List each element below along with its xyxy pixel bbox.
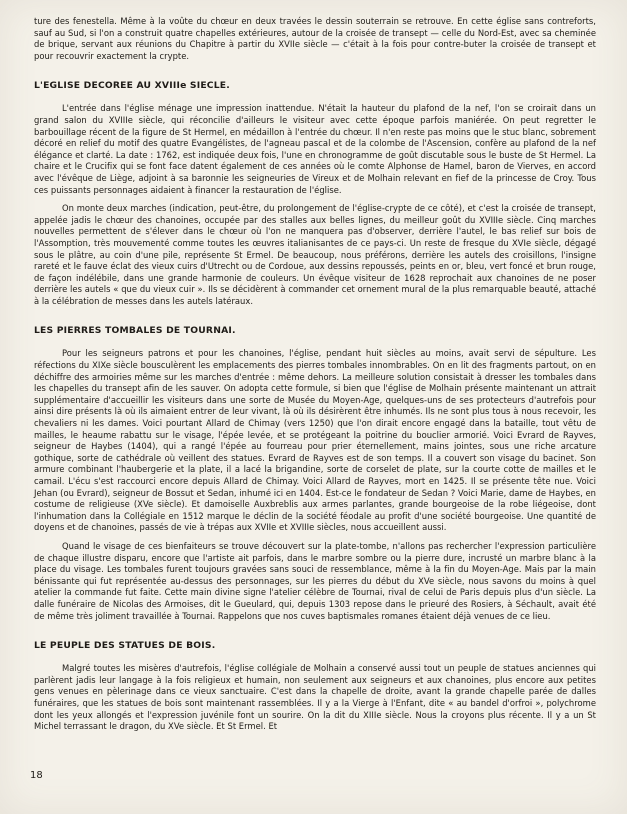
- paragraph-tombales-seigneurs: Pour les seigneurs patrons et pour les chanoines, l'église, pendant huit siècles au moins, avait servi de sépulture. Les réfections du XIXe siècle bousculèrent les emplacements des pierres tombales innombrables. On en lit des fragments partout, on en déchiffre des armoiries même sur les marches d'entrée : même dehors. La meilleure solution consistait à dresser les tombales dans les chapelles du transept afin de les sauver. On adopta cette formule, si bien que l'église de Molhain présente maintenant un attrait supplémentaire d'accueillir les visiteurs dans une sorte de Musée du Moyen-Age, quelques-uns de ses protecteurs d'autrefois pour ainsi dire présents là où ils aimaient entrer de leur vivant, là où ils désirèrent être inhumés. Ils ne sont plus tous à nous recevoir, les chevaliers ni les dames. Voici pourtant Allard de Chimay (vers 1250) que l'on dirait encore engagé dans la bataille, tout vêtu de mailles, le heaume rabattu sur le visage, l'épée levée, et se protégeant la poitrine du bouclier armorié. Voici Evrard de Rayves, seigneur de Haybes (1404), qui a rangé l'épée au fourreau pour prier éternellement, mains jointes, sous une riche arcature gothique, sorte de cathédrale où veillent des statues. Evrard de Rayves est de son temps. Il a couvert son visage du bacinet. Son armure combinant l'haubergerie et la plate, il a lacé la brigandine, sorte de corselet de plate, sur la courte cotte de mailles et le camail. L'écu s'est raccourci encore depuis Allard de Chimay. Voici Allard de Rayves, mort en 1425. Il se présente tête nue. Voici Jehan (ou Evrard), seigneur de Bossut et Sedan, inhumé ici en 1404. Est-ce le fondateur de Sedan ? Voici Marie, dame de Haybes, en costume de religieuse (XVe siècle). Et damoiselle Auxbreblis aux armes parlantes, grande bourgeoise de la robe liégeoise, dont l'inhumation dans la Collégiale en 1512 marque le déclin de la société féodale au profit d'une société bourgeoise. Une quantité de doyens et de chanoines, passés de vie à trépas aux XVIIe et XVIIIe siècles, nous accueillent aussi.: [34, 348, 596, 533]
- section-heading-statues-bois: LE PEUPLE DES STATUES DE BOIS.: [34, 640, 216, 652]
- intro-paragraph: ture des fenestella. Même à la voûte du chœur en deux travées le dessin souterrain se retrouve. En cette église sans contreforts, sauf au Sud, si l'on a construit quatre chapelles extérieures, autour de la croisée de transept — celle du Nord-Est, avec sa cheminée de brique, servant aux réunions du Chapitre à partir du XVIIe siècle — c'était à la fois pour contre-buter la croisée de transept et pour recouvrir exactement la crypte.: [34, 16, 596, 61]
- section-heading-pierres-tombales: LES PIERRES TOMBALES DE TOURNAI.: [34, 325, 236, 337]
- paragraph-eglise-transept: On monte deux marches (indication, peut-être, du prolongement de l'église-crypte de ce côté), et c'est la croisée de transept, appelée jadis le chœur des chanoines, occupée par des stalles aux belles lignes, du meilleur goût du XVIIIe siècle. Cinq marches nouvelles permettent de s'élever dans le chœur où l'on ne manquera pas d'observer, derrière l'autel, le bas relief sur bois de l'Assomption, très mouvementé comme toutes les œuvres italianisantes de ce pays-ci. Un reste de fresque du XVIe siècle, dégagé sous le plâtre, au coin d'une pile, représente St Ermel. De beaucoup, nous préférons, derrière les autels des croisillons, l'insigne rareté et le fauve éclat des vieux cuirs d'Utrecht ou de Cordoue, aux dessins repoussés, peints en or, bleu, vert foncé et brun rouge, de façon indélébile, dans une grande harmonie de couleurs. Un évêque visiteur de 1628 reprochait aux chanoines de ne poser derrière les autels « que du vieux cuir ». Ils se décidèrent à commander cet ornement mural de la plus remarquable beauté, attaché à la célébration de messes dans les autels latéraux.: [34, 203, 596, 306]
- page-number: 18: [30, 770, 43, 781]
- paragraph-statues: Malgré toutes les misères d'autrefois, l'église collégiale de Molhain a conservé aussi tout un peuple de statues anciennes qui parlèrent jadis leur langage à la fois religieux et humain, non seulement aux seigneurs et aux chanoines, plus encore aux petites gens venues en pèlerinage dans ce vieux sanctuaire. C'est dans la chapelle de droite, avant la grande chapelle parée de dalles funéraires, que les statues de bois sont maintenant rassemblées. Il y a la Vierge à l'Enfant, dite « au bandel d'orfroi », polychrome dont les yeux allongés et l'expression juvénile font un sourire. On la dit du XIIIe siècle. Nous la croyons plus récente. Il y a un St Michel terrassant le dragon, du XVe siècle. Et St Ermel. Et: [34, 663, 596, 732]
- text-column: [34, 16, 596, 733]
- paragraph-eglise-entree: L'entrée dans l'église ménage une impression inattendue. N'était la hauteur du plafond de la nef, l'on se croirait dans un grand salon du XVIIIe siècle, qui réconcilie d'ailleurs le visiteur avec cette époque parfois maniérée. On peut regretter le barbouillage récent de la figure de St Hermel, en médaillon à l'entrée du chœur. Il n'en reste pas moins que le stuc blanc, sobrement décoré en relief du motif des quatre Evangélistes, de l'agneau pascal et de la colombe de l'Ascension, confère au plafond de la nef élégance et clarté. La date : 1762, est indiquée deux fois, l'une en chronogramme de goût discutable sous le buste de St Hermel. La chaire et le Crucifix qui se font face datent également de ces années où le comte Alphonse de Hamel, baron de Vierves, en accord avec l'évêque de Liège, adjoint à sa baronnie les seigneuries de Vireux et de Molhain relevant en fief de la princesse de Croy. Tous ces puissants personnages aidaient à financer la restauration de l'église.: [34, 103, 596, 195]
- paragraph-tombales-visage: Quand le visage de ces bienfaiteurs se trouve découvert sur la plate-tombe, n'allons pas rechercher l'expression particulière de chaque illustre disparu, encore que l'artiste ait parfois, dans le marbre sombre ou la pierre dure, incrusté un marbre blanc à la place du visage. Les tombales furent toujours gravées sans souci de ressemblance, même à la fin du Moyen-Age. Mais par la main bénissante qui fut représentée au-dessus des personnages, sur les pierres du début du XVe siècle, nous savons du moins à quel atelier la commande fut faite. Cette main divine signe l'atelier célèbre de Tournai, rival de celui de Paris depuis plus d'un siècle. La dalle funéraire de Nicolas des Armoises, dit le Gueulard, qui, depuis 1303 repose dans le prieuré des Rosiers, à Séchault, avait été de même très joliment travaillée à Tournai. Rappelons que nos cuves baptismales romanes étaient déjà venues de ce lieu.: [34, 540, 596, 621]
- section-heading-eglise-decoree: L'EGLISE DECOREE AU XVIIIe SIECLE.: [34, 80, 230, 92]
